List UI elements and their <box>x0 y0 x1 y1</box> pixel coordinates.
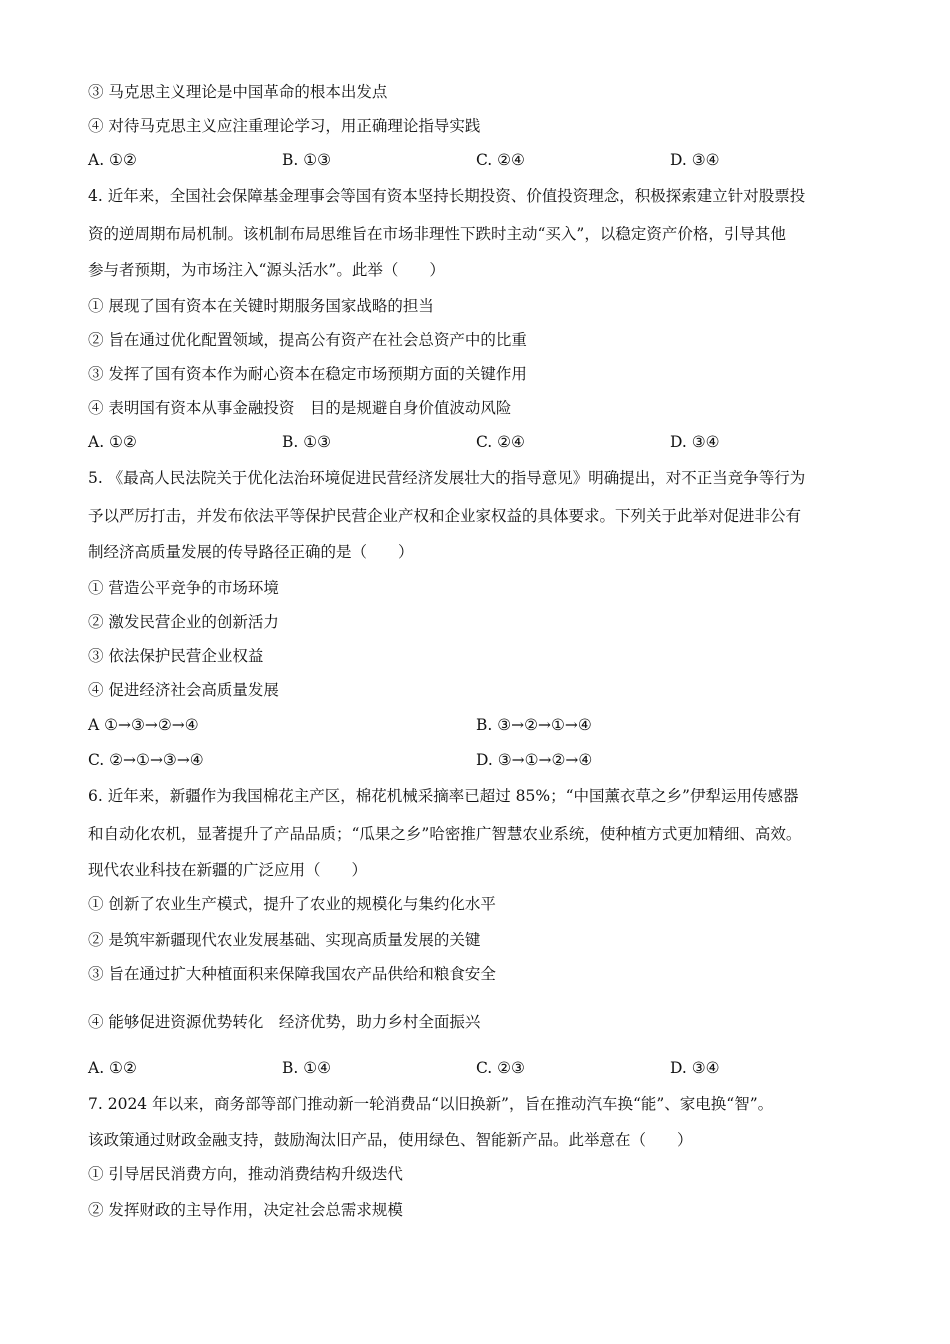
question-5-stem: 制经济高质量发展的传导路径正确的是（ ） <box>88 543 414 561</box>
statement-2: ② 激发民营企业的创新活力 <box>88 613 279 631</box>
option-d: D. ③④ <box>670 1059 720 1077</box>
statement-2: ② 发挥财政的主导作用，决定社会总需求规模 <box>88 1201 403 1219</box>
statement-4: ④ 对待马克思主义应注重理论学习，用正确理论指导实践 <box>88 117 481 135</box>
options-row <box>88 150 848 170</box>
question-6-stem: 现代农业科技在新疆的广泛应用（ ） <box>88 861 368 879</box>
option-b: B. ③→②→①→④ <box>476 716 592 734</box>
question-7-stem: 7. 2024 年以来，商务部等部门推动新一轮消费品“以旧换新”，旨在推动汽车换“能”、家电换“智”。 <box>88 1095 774 1113</box>
statement-1: ① 展现了国有资本在关键时期服务国家战略的担当 <box>88 297 434 315</box>
option-b: B. ①③ <box>282 151 332 169</box>
statement-1: ① 营造公平竞争的市场环境 <box>88 579 279 597</box>
question-7-stem: 该政策通过财政金融支持，鼓励淘汰旧产品，使用绿色、智能新产品。此举意在（ ） <box>88 1131 693 1149</box>
question-4-stem: 参与者预期，为市场注入“源头活水”。此举（ ） <box>88 261 445 279</box>
option-c: C. ②④ <box>476 151 525 169</box>
statement-3: ③ 依法保护民营企业权益 <box>88 647 264 665</box>
statement-1: ① 引导居民消费方向，推动消费结构升级迭代 <box>88 1165 403 1183</box>
option-d: D. ③④ <box>670 151 720 169</box>
statement-4: ④ 促进经济社会高质量发展 <box>88 681 279 699</box>
option-d: D. ③④ <box>670 433 720 451</box>
option-b: B. ①④ <box>282 1059 332 1077</box>
statement-3: ③ 旨在通过扩大种植面积来保障我国农产品供给和粮食安全 <box>88 965 496 983</box>
statement-3: ③ 马克思主义理论是中国革命的根本出发点 <box>88 83 388 101</box>
question-4-stem: 4. 近年来，全国社会保障基金理事会等国有资本坚持长期投资、价值投资理念，积极探索建立针对股票投 <box>88 187 806 205</box>
statement-1: ① 创新了农业生产模式，提升了农业的规模化与集约化水平 <box>88 895 496 913</box>
statement-2: ② 是筑牢新疆现代农业发展基础、实现高质量发展的关键 <box>88 931 481 949</box>
statement-3: ③ 发挥了国有资本作为耐心资本在稳定市场预期方面的关键作用 <box>88 365 527 383</box>
option-c: C. ②→①→③→④ <box>88 751 204 769</box>
options-row <box>88 432 848 452</box>
question-4-stem: 资的逆周期布局机制。该机制布局思维旨在市场非理性下跌时主动“买入”，以稳定资产价格，引导其他 <box>88 225 786 243</box>
question-6-stem: 6. 近年来，新疆作为我国棉花主产区，棉花机械采摘率已超过 85%；“中国薰衣草之乡”伊犁运用传感器 <box>88 787 799 805</box>
option-d: D. ③→①→②→④ <box>476 751 593 769</box>
options-row <box>88 1058 848 1078</box>
option-b: B. ①③ <box>282 433 332 451</box>
options-row <box>88 750 848 770</box>
statement-4: ④ 能够促进资源优势转化 经济优势，助力乡村全面振兴 <box>88 1013 481 1031</box>
option-a: A. ①② <box>88 151 137 169</box>
option-a: A. ①② <box>88 433 137 451</box>
option-a: A. ①② <box>88 1059 137 1077</box>
option-c: C. ②③ <box>476 1059 525 1077</box>
statement-4: ④ 表明国有资本从事金融投资 目的是规避自身价值波动风险 <box>88 399 512 417</box>
statement-2: ② 旨在通过优化配置领域，提高公有资产在社会总资产中的比重 <box>88 331 527 349</box>
question-6-stem: 和自动化农机，显著提升了产品品质；“瓜果之乡”哈密推广智慧农业系统，使种植方式更加精细、高效。 <box>88 825 802 843</box>
option-a: A ①→③→②→④ <box>88 716 199 734</box>
options-row <box>88 715 848 735</box>
option-c: C. ②④ <box>476 433 525 451</box>
question-5-stem: 5. 《最高人民法院关于优化法治环境促进民营经济发展壮大的指导意见》明确提出，对不正当竞争等行为 <box>88 469 806 487</box>
question-5-stem: 予以严厉打击，并发布依法平等保护民营企业产权和企业家权益的具体要求。下列关于此举对促进非公有 <box>88 507 802 525</box>
